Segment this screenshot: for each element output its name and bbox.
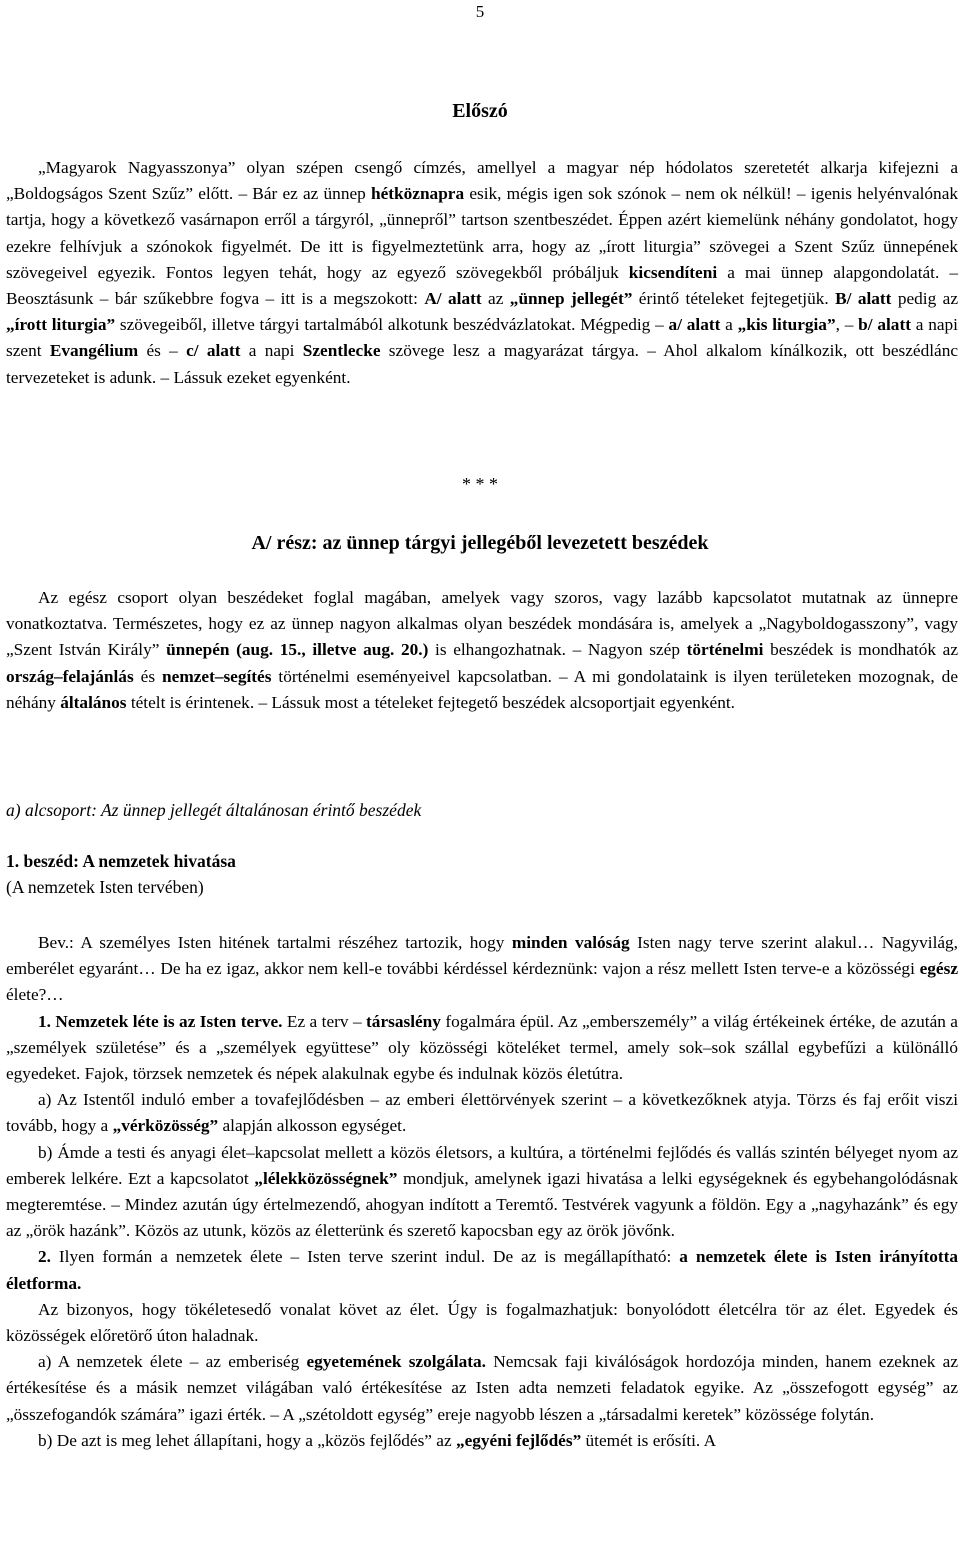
speech-body [6, 930, 958, 1454]
foreword-section [6, 155, 958, 391]
speech-title: 1. beszéd: A nemzetek hivatása [6, 851, 236, 871]
page-number: 5 [475, 2, 485, 21]
speech-paragraph: Bev.: A személyes Isten hitének tartalmi részéhez tartozik, hogy minden valóság Isten nagy terve szerint alakul… Nagyvilág, emberélet egyaránt… De ha ez igaz, akkor nem kell-e további kérdéssel kérdeznünk: vajon a rész mellett Isten terve-e a közösségi egész élete?… [6, 933, 959, 1005]
speech-paragraph: a) A nemzetek élete – az emberiség egyetemének szolgálata. Nemcsak faji kiválóságok hordozója minden, hanem ezeknek az értékesítése és a másik nemzet világában való értékesítése az Isten adta nemzeti feladatok egyike. Az „összefogott egység” az „összefogandók számára” igazi érték. – A „szétoldott egység” ereje nagyobb lészen a „társadalmi keretek” közössége folytán. [6, 1352, 958, 1424]
speech-paragraph: 1. Nemzetek léte is az Isten terve. Ez a terv – társaslény fogalmára épül. Az „emberszemély” a világ értékeinek értéke, de azután a „személyek születése” és a „személyek együttese” oly közösségi köteléket termel, amely sok–sok szállal egybefűzi a különálló egyedeket. Fajok, törzsek nemzetek és népek alakulnak egybe és indulnak közös életútra. [6, 1011, 958, 1084]
section-separator: * * * [462, 474, 498, 494]
speech-paragraph: a) Az Istentől induló ember a tovafejlődésben – az emberi élettörvények szerint – a következőknek atyja. Törzs és faj erőit viszi tovább, hogy a „vérközösség” alapján alkosson egységet. [6, 1090, 958, 1136]
speech-paragraph: Az bizonyos, hogy tökéletesedő vonalat követ az élet. Úgy is fogalmazhatjuk: bonyolódott életcélra tör az élet. Egyedek és közösségek előretörő úton haladnak. [6, 1299, 958, 1346]
subgroup-title: a) alcsoport: Az ünnep jellegét általánosan érintő beszédek [6, 800, 422, 820]
part-a-section [6, 585, 958, 716]
speech-paragraph: b) Ámde a testi és anyagi élet–kapcsolat mellett a közös életsors, a kultúra, a történelmi fejlődés és vallás szintén bélyeget nyom az emberek lelkére. Ezt a kapcsolatot „lélekközösségnek” mondjuk, amelynek igazi hivatása a lelki egységeknek és egybehangolódásnak megteremtése. – Mindez azután úgy értelmezendő, ahogyan indított a Teremtő. Testvérek vagyunk a földön. Egy a „nagyhazánk” és egy az „örök hazánk”. Közös az utunk, közös az életterünk és szerető kapocsban egy az örök jövőnk. [6, 1142, 958, 1241]
speech-paragraph: b) De azt is meg lehet állapítani, hogy a „közös fejlődés” az „egyéni fejlődés” ütemét is erősíti. A [38, 1430, 717, 1450]
foreword-paragraph: „Magyarok Nagyasszonya” olyan szépen csengő címzés, amellyel a magyar nép hódolatos szeretetét alkarja kifejezni a „Boldogságos Szent Szűz” előtt. – Bár ez az ünnep hétköznapra esik, mégis igen sok szónok – nem ok nélkül! – igenis helyénvalónak tartja, hogy a következő vasárnapon erről a tárgyról, „ünnepről” tartson szentbeszédet. Éppen azért kiemelünk néhány gondolatot, hogy ezekre felhívjuk a szónokok figyelmét. De itt is figyelmeztetünk arra, hogy az „írott liturgia” szövegei a Szent Szűz ünnepének szövegeivel egyezik. Fontos legyen tehát, hogy az egyező szövegekből próbáljuk kicsendíteni a mai ünnep alapgondolatát. – Beosztásunk – bár szűkebbre fogva – itt is a megszokott: A/ alatt az „ünnep jellegét” érintő tételeket fejtegetjük. B/ alatt pedig az „írott liturgia” szövegeiből, illetve tárgyi tartalmából alkotunk beszédvázlatokat. Mégpedig – a/ alatt a „kis liturgia”, – b/ alatt a napi szent Evangélium és – c/ alatt a napi Szentlecke szövege lesz a magyarázat tárgya. – Ahol alkalom kínálkozik, ott beszédlánc tervezeteket is adunk. – Lássuk ezeket egyenként. [6, 158, 959, 387]
speech-subtitle: (A nemzetek Isten tervében) [6, 877, 204, 897]
part-a-paragraph: Az egész csoport olyan beszédeket foglal magában, amelyek vagy szoros, vagy lazább kapcsolatot mutatnak az ünnepre vonatkoztatva. Természetes, hogy ez az ünnep nagyon alkalmas olyan beszédek mondására is, amelyek a „Nagyboldogasszony”, vagy „Szent István Király” ünnepén (aug. 15., illetve aug. 20.) is elhangozhatnak. – Nagyon szép történelmi beszédek is mondhatók az ország–felajánlás és nemzet–segítés történelmi eseményeivel kapcsolatban. – A mi gondolataink is ilyen területeken mozognak, de néhány általános tételt is érintenek. – Lássuk most a tételeket fejtegető beszédek alcsoportjait egyenként. [6, 588, 959, 712]
speech-paragraph: 2. Ilyen formán a nemzetek élete – Isten terve szerint indul. De az is megállapítható: a nemzetek élete is Isten irányította életforma. [6, 1247, 958, 1293]
foreword-title: Előszó [452, 100, 508, 122]
part-a-heading: A/ rész: az ünnep tárgyi jellegéből levezetett beszédek [251, 532, 709, 554]
